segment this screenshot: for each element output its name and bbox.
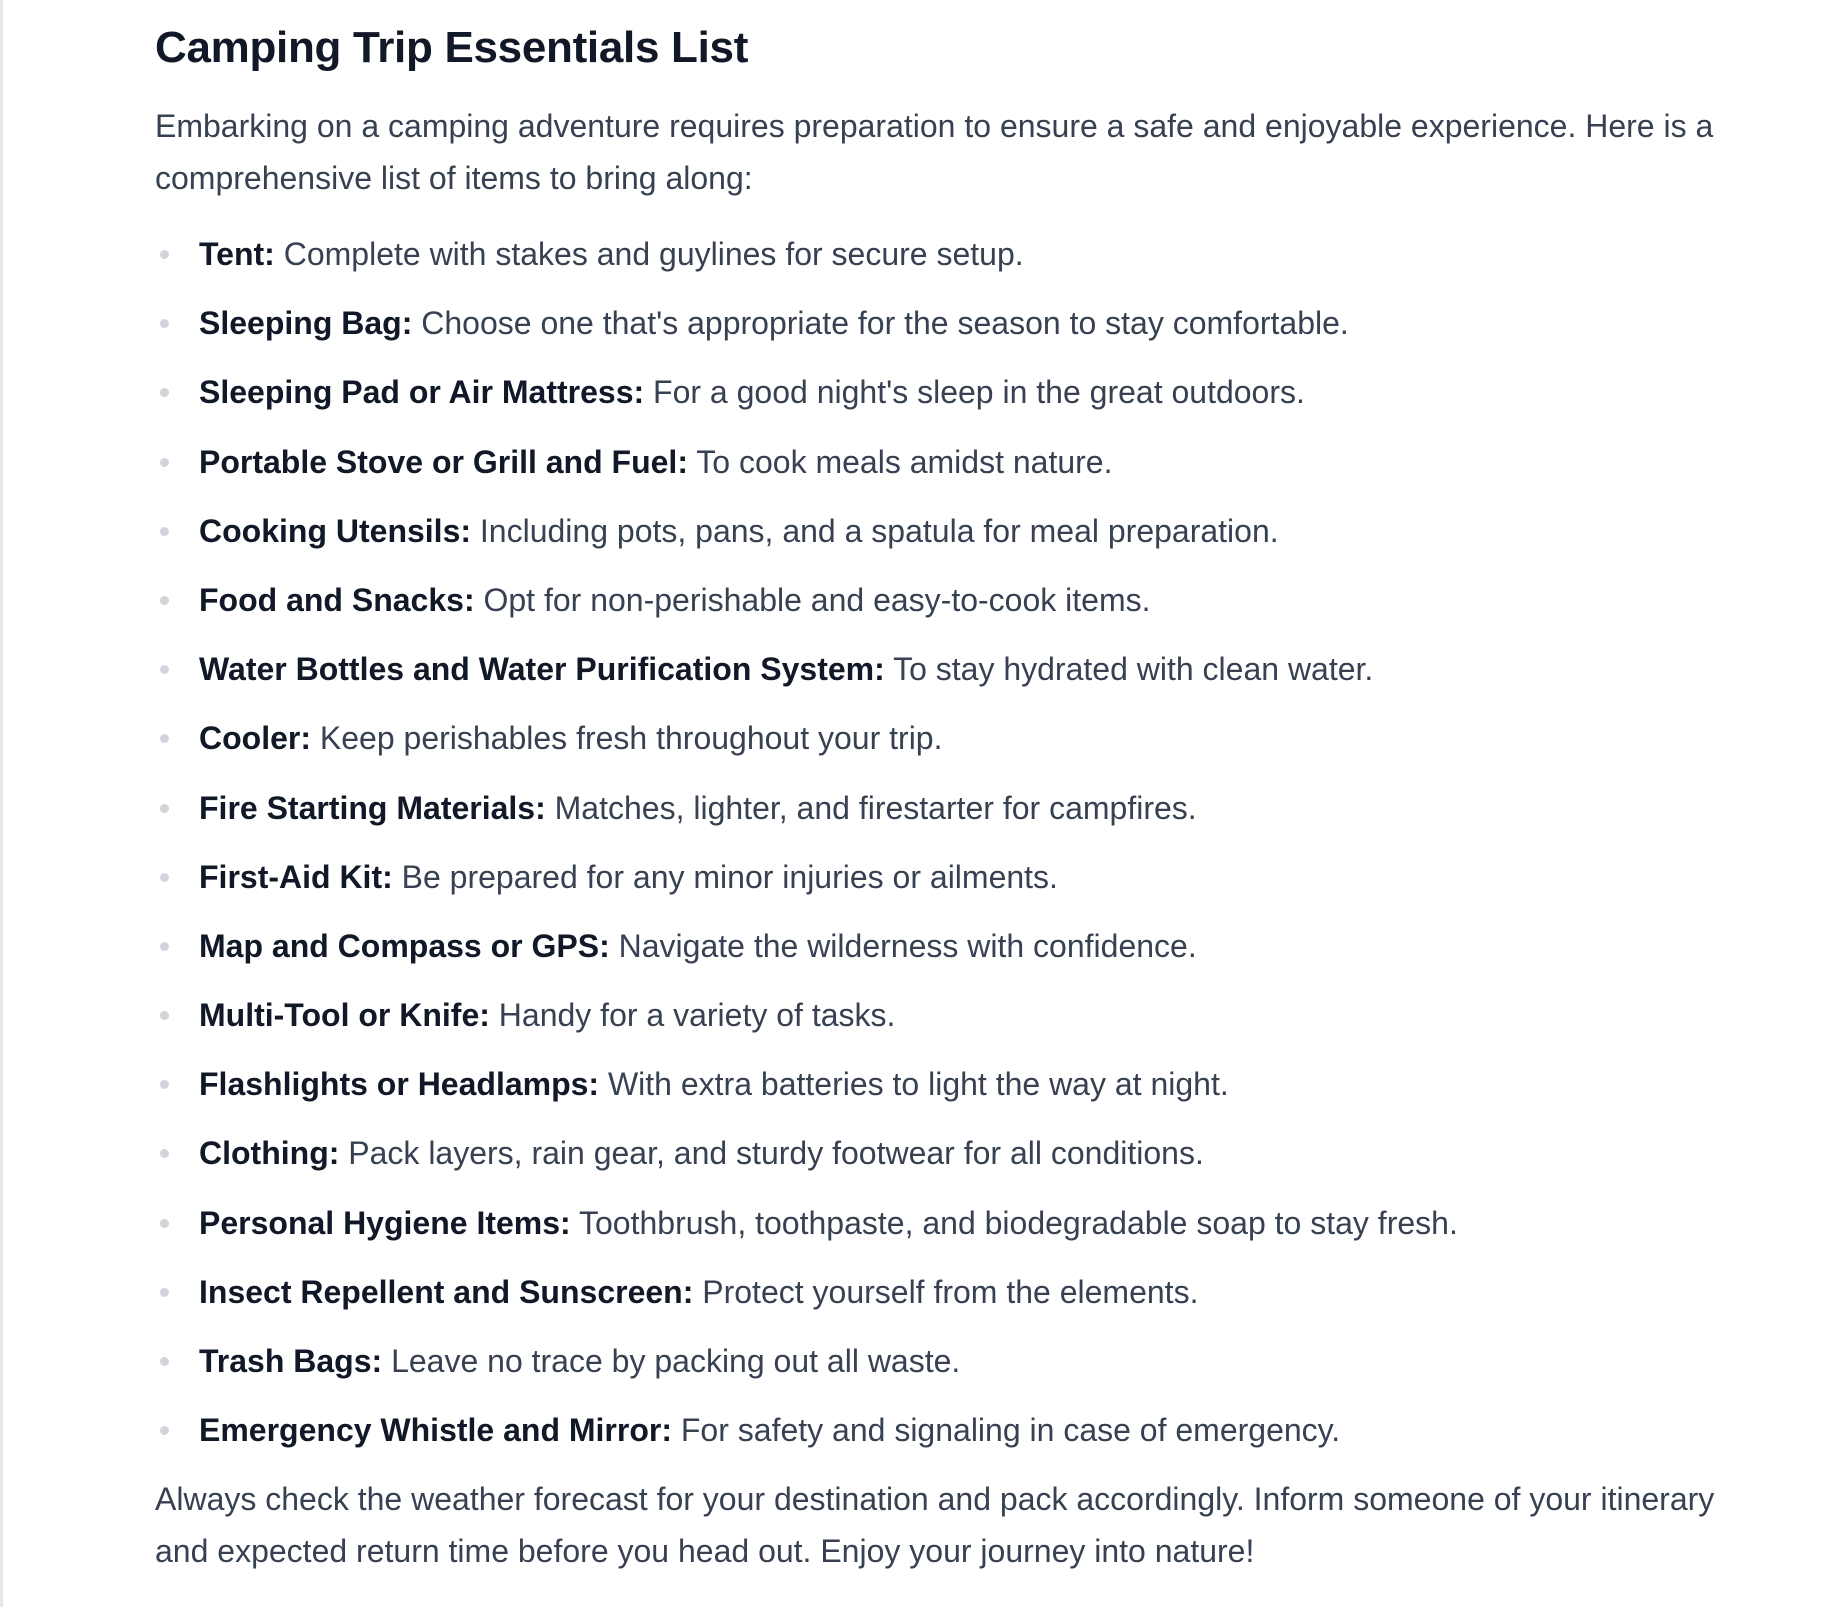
item-description: Be prepared for any minor injuries or ailments.	[401, 858, 1058, 895]
item-term: Fire Starting Materials:	[199, 789, 546, 826]
list-item	[155, 851, 1715, 903]
list-item	[155, 1197, 1715, 1249]
item-term: Emergency Whistle and Mirror:	[199, 1412, 672, 1449]
item-description: To stay hydrated with clean water.	[893, 651, 1374, 688]
bullet-icon	[160, 1219, 169, 1228]
item-term: Water Bottles and Water Purification System:	[199, 651, 885, 688]
item-description: To cook meals amidst nature.	[696, 443, 1113, 480]
item-term: Food and Snacks:	[199, 581, 475, 618]
item-description: Handy for a variety of tasks.	[498, 997, 896, 1034]
bullet-icon	[160, 527, 169, 536]
item-description: Complete with stakes and guylines for secure setup.	[283, 236, 1024, 272]
item-term: Sleeping Pad or Air Mattress:	[199, 374, 645, 411]
list-item	[155, 1058, 1715, 1110]
item-description: Pack layers, rain gear, and sturdy footwear for all conditions.	[348, 1135, 1204, 1172]
list-item	[155, 574, 1715, 626]
bullet-icon	[160, 596, 169, 605]
list-item	[155, 366, 1715, 418]
bullet-icon	[160, 1011, 169, 1020]
list-item	[155, 1266, 1715, 1318]
item-term: Portable Stove or Grill and Fuel:	[199, 443, 688, 480]
bullet-icon	[160, 1426, 169, 1435]
bullet-icon	[160, 1357, 169, 1366]
bullet-icon	[160, 1149, 169, 1158]
list-item	[155, 297, 1715, 349]
item-term: Insect Repellent and Sunscreen:	[199, 1273, 694, 1310]
list-item	[155, 505, 1715, 557]
left-border	[0, 0, 3, 1607]
article	[155, 0, 1715, 1577]
bullet-icon	[160, 942, 169, 951]
item-term: Cooking Utensils:	[199, 512, 472, 549]
item-description: Matches, lighter, and firestarter for campfires.	[554, 789, 1197, 826]
bullet-icon	[160, 250, 169, 259]
item-description: With extra batteries to light the way at night.	[607, 1066, 1229, 1103]
item-description: For a good night's sleep in the great outdoors.	[653, 374, 1305, 411]
item-description: Opt for non-perishable and easy-to-cook items.	[483, 581, 1151, 618]
list-item	[155, 989, 1715, 1041]
bullet-icon	[160, 804, 169, 813]
item-description: For safety and signaling in case of emergency.	[680, 1412, 1341, 1449]
list-item	[155, 1127, 1715, 1179]
list-item	[155, 436, 1715, 488]
item-description: Toothbrush, toothpaste, and biodegradable soap to stay fresh.	[579, 1204, 1458, 1241]
list-item	[155, 712, 1715, 764]
item-description: Navigate the wilderness with confidence.	[618, 927, 1197, 964]
bullet-icon	[160, 458, 169, 467]
item-term: Trash Bags:	[199, 1343, 383, 1379]
item-term: Personal Hygiene Items:	[199, 1204, 571, 1241]
page-title: Camping Trip Essentials List	[155, 23, 749, 72]
list-item	[155, 1404, 1715, 1456]
item-description: Protect yourself from the elements.	[702, 1273, 1199, 1310]
bullet-icon	[160, 734, 169, 743]
item-description: Choose one that's appropriate for the season to stay comfortable.	[421, 305, 1349, 342]
intro-paragraph: Embarking on a camping adventure requires preparation to ensure a safe and enjoyable experience. Here is a comprehensive list of items to bring along:	[155, 108, 1714, 196]
bullet-icon	[160, 873, 169, 882]
item-term: Flashlights or Headlamps:	[199, 1066, 600, 1103]
list-item	[155, 920, 1715, 972]
bullet-icon	[160, 665, 169, 674]
list-item	[155, 1335, 1715, 1387]
item-description: Keep perishables fresh throughout your trip.	[319, 720, 943, 757]
list-item	[155, 643, 1715, 695]
bullet-icon	[160, 1288, 169, 1297]
item-term: Clothing:	[199, 1135, 340, 1172]
item-description: Leave no trace by packing out all waste.	[391, 1343, 961, 1379]
list-item	[155, 228, 1715, 280]
bullet-icon	[160, 1080, 169, 1089]
essentials-list	[155, 228, 1715, 1456]
item-term: Multi-Tool or Knife:	[199, 997, 490, 1034]
item-term: Tent:	[199, 236, 275, 272]
list-item	[155, 782, 1715, 834]
item-term: Map and Compass or GPS:	[199, 927, 610, 964]
bullet-icon	[160, 319, 169, 328]
closing-paragraph: Always check the weather forecast for your destination and pack accordingly. Inform someone of your itinerary and expected return time before you head out. Enjoy your journey into nature!	[155, 1481, 1715, 1570]
bullet-icon	[160, 388, 169, 397]
item-term: Cooler:	[199, 720, 311, 757]
item-description: Including pots, pans, and a spatula for meal preparation.	[479, 512, 1279, 549]
item-term: First-Aid Kit:	[199, 858, 393, 895]
item-term: Sleeping Bag:	[199, 305, 413, 342]
